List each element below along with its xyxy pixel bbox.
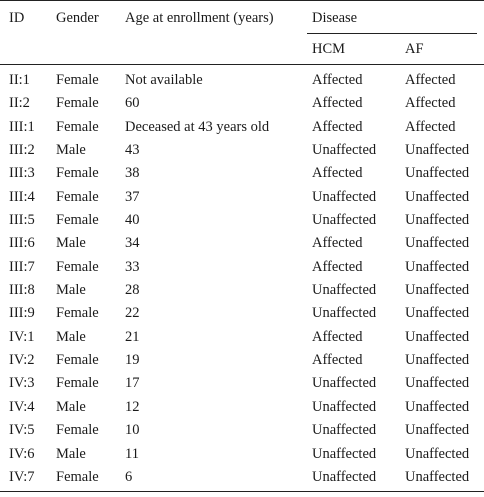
cell-af: Unaffected: [405, 445, 470, 462]
cell-id: IV:6: [9, 445, 35, 462]
table-row: [0, 187, 484, 210]
cell-age: 38: [125, 165, 140, 182]
cell-age: 19: [125, 352, 140, 369]
table-row: [0, 327, 484, 350]
cell-age: 43: [125, 142, 140, 159]
cell-hcm: Unaffected: [312, 282, 377, 299]
cell-age: Not available: [125, 72, 203, 88]
cell-id: III:7: [9, 258, 35, 275]
header-age: Age at enrollment (years): [125, 10, 274, 26]
cell-age: 34: [125, 235, 140, 252]
cell-id: III:3: [9, 165, 35, 182]
cell-af: Unaffected: [405, 212, 470, 229]
cell-gender: Female: [56, 212, 99, 229]
cell-age: 37: [125, 188, 140, 205]
cell-hcm: Unaffected: [312, 212, 377, 229]
table-row: [0, 397, 484, 420]
cell-hcm: Affected: [312, 235, 363, 252]
cell-hcm: Unaffected: [312, 375, 377, 392]
cell-id: III:6: [9, 235, 35, 252]
cell-gender: Female: [56, 72, 99, 88]
cell-af: Unaffected: [405, 188, 470, 205]
disease-group-rule: [307, 33, 477, 34]
cell-gender: Female: [56, 188, 99, 205]
cell-gender: Female: [56, 352, 99, 369]
cell-gender: Female: [56, 375, 99, 392]
cell-id: III:4: [9, 188, 35, 205]
cell-af: Unaffected: [405, 468, 470, 485]
cell-id: III:1: [9, 118, 35, 135]
cell-hcm: Affected: [312, 95, 363, 112]
table-row: [0, 280, 484, 303]
cell-age: Deceased at 43 years old: [125, 118, 270, 135]
cell-af: Unaffected: [405, 328, 470, 345]
cell-af: Unaffected: [405, 258, 470, 275]
cell-id: III:5: [9, 212, 35, 229]
cell-af: Unaffected: [405, 398, 470, 415]
table-row: [0, 70, 484, 93]
cell-gender: Male: [56, 445, 86, 462]
header-disease: Disease: [312, 10, 358, 26]
cell-af: Unaffected: [405, 142, 470, 159]
cell-id: III:9: [9, 305, 35, 322]
cell-gender: Female: [56, 95, 99, 112]
cell-hcm: Affected: [312, 72, 363, 88]
cell-hcm: Unaffected: [312, 445, 377, 462]
cell-hcm: Affected: [312, 165, 363, 182]
cell-af: Affected: [405, 95, 456, 112]
cell-id: IV:1: [9, 328, 35, 345]
cell-age: 60: [125, 95, 140, 112]
cell-hcm: Unaffected: [312, 142, 377, 159]
cell-gender: Male: [56, 142, 86, 159]
table-row: [0, 257, 484, 280]
cell-gender: Female: [56, 118, 99, 135]
cell-gender: Female: [56, 468, 99, 485]
table-row: [0, 140, 484, 163]
table-row: [0, 467, 484, 490]
cell-age: 6: [125, 468, 133, 485]
table-row: [0, 233, 484, 256]
cell-af: Unaffected: [405, 235, 470, 252]
cell-gender: Female: [56, 305, 99, 322]
table-row: [0, 303, 484, 326]
cell-gender: Female: [56, 165, 99, 182]
header-id: ID: [9, 10, 25, 26]
cell-age: 11: [125, 445, 139, 462]
cell-id: IV:4: [9, 398, 35, 415]
table-row: [0, 163, 484, 186]
cell-gender: Male: [56, 328, 86, 345]
cell-af: Unaffected: [405, 375, 470, 392]
cell-hcm: Unaffected: [312, 188, 377, 205]
cell-af: Affected: [405, 72, 456, 88]
header-rule: [0, 64, 484, 65]
bottom-rule: [0, 491, 484, 492]
cell-gender: Female: [56, 422, 99, 439]
cell-gender: Male: [56, 282, 86, 299]
cell-age: 22: [125, 305, 140, 322]
cell-hcm: Affected: [312, 328, 363, 345]
cell-id: II:2: [9, 95, 30, 112]
cell-af: Unaffected: [405, 422, 470, 439]
cell-age: 12: [125, 398, 140, 415]
cell-hcm: Affected: [312, 352, 363, 369]
cell-id: IV:5: [9, 422, 35, 439]
cell-hcm: Unaffected: [312, 422, 377, 439]
cell-id: IV:7: [9, 468, 35, 485]
cell-gender: Male: [56, 398, 86, 415]
cell-hcm: Unaffected: [312, 468, 377, 485]
cell-af: Unaffected: [405, 352, 470, 369]
cell-age: 28: [125, 282, 140, 299]
table-row: [0, 444, 484, 467]
cell-hcm: Affected: [312, 258, 363, 275]
table-row: [0, 93, 484, 116]
cell-age: 40: [125, 212, 140, 229]
cell-gender: Male: [56, 235, 86, 252]
table-row: [0, 373, 484, 396]
cell-age: 10: [125, 422, 140, 439]
table-row: [0, 210, 484, 233]
table-row: [0, 420, 484, 443]
header-gender: Gender: [56, 10, 99, 26]
cell-hcm: Unaffected: [312, 305, 377, 322]
cell-id: IV:3: [9, 375, 35, 392]
cell-af: Affected: [405, 118, 456, 135]
header-hcm: HCM: [312, 41, 346, 57]
header-af: AF: [405, 41, 424, 57]
table-row: [0, 117, 484, 140]
cell-age: 21: [125, 328, 140, 345]
cell-id: III:2: [9, 142, 35, 159]
cell-hcm: Affected: [312, 118, 363, 135]
cell-gender: Female: [56, 258, 99, 275]
cell-age: 17: [125, 375, 140, 392]
cell-hcm: Unaffected: [312, 398, 377, 415]
cell-id: III:8: [9, 282, 35, 299]
cell-id: IV:2: [9, 352, 35, 369]
cell-id: II:1: [9, 72, 30, 88]
cell-age: 33: [125, 258, 140, 275]
table-body: [0, 70, 484, 490]
cell-af: Unaffected: [405, 165, 470, 182]
top-rule: [0, 0, 484, 1]
table-row: [0, 350, 484, 373]
cell-af: Unaffected: [405, 305, 470, 322]
cell-af: Unaffected: [405, 282, 470, 299]
